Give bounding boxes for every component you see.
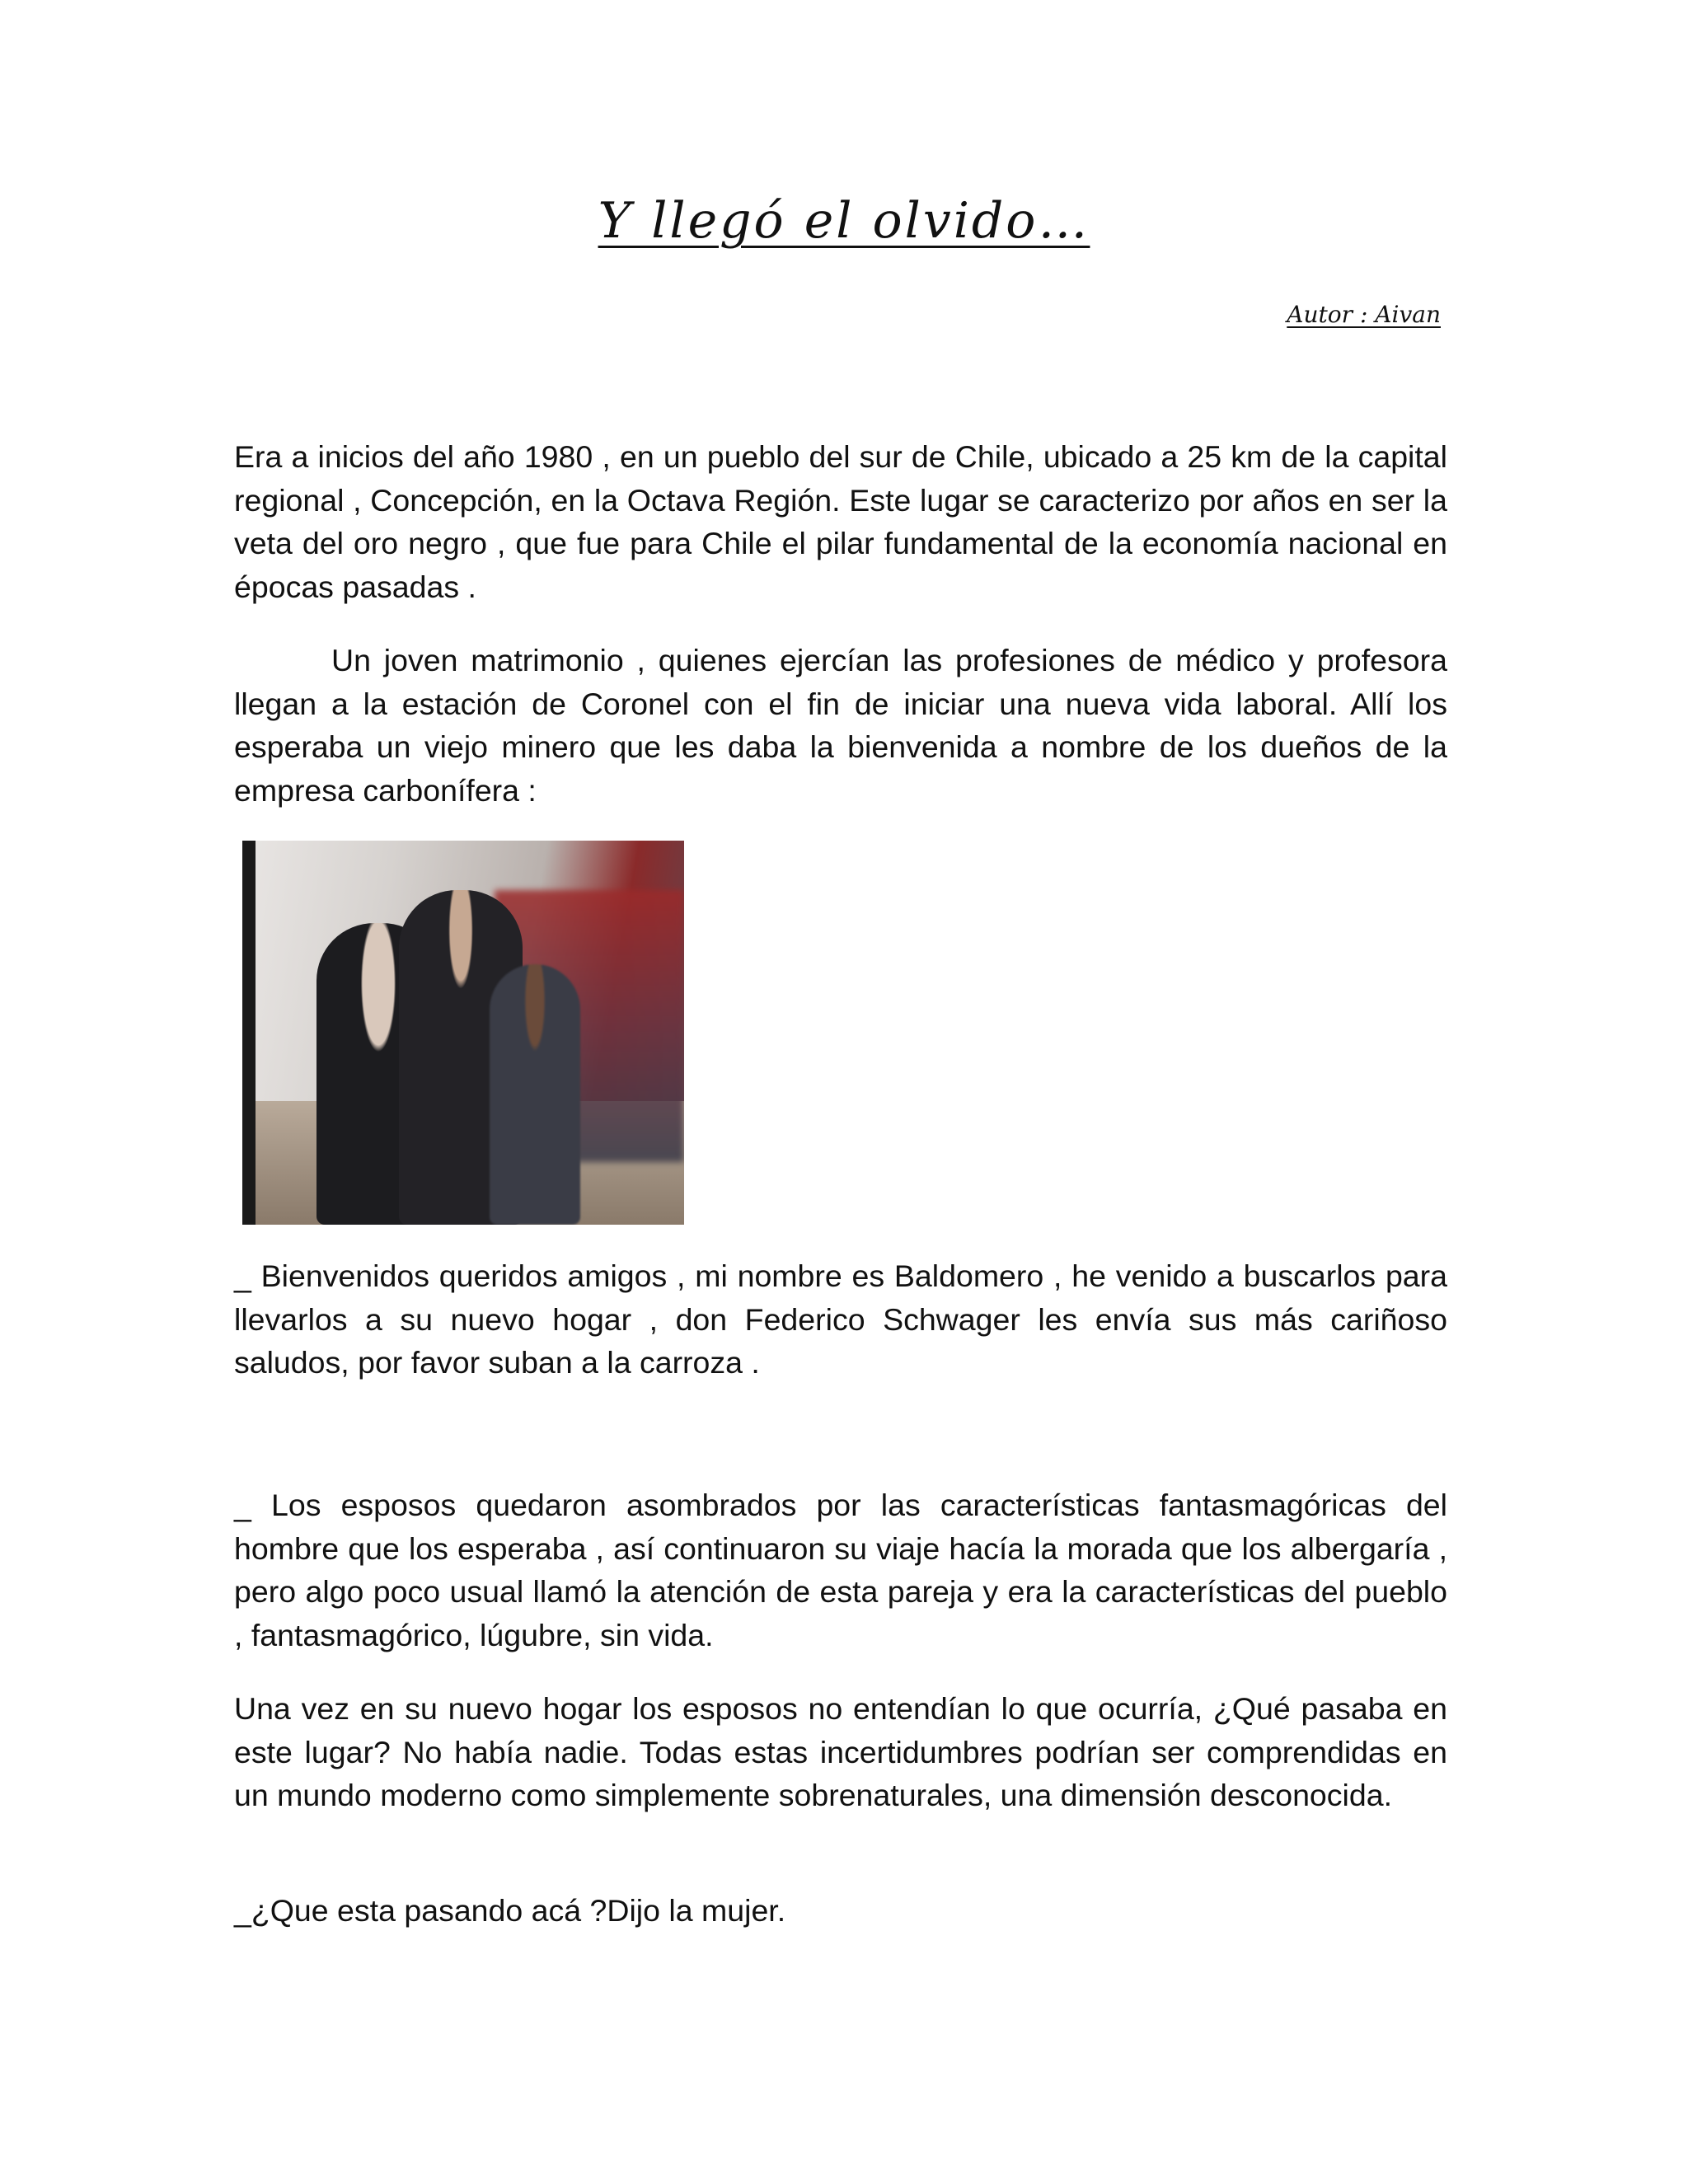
paragraph-3: _ Bienvenidos queridos amigos , mi nombre es Baldomero , he venido a buscarlos para llevarlos a su nuevo hogar , don Federico Schwager les envía sus más cariñoso saludos, por favor suban a la carroza . bbox=[234, 1258, 1447, 1380]
paragraph-4: _ Los esposos quedaron asombrados por las características fantasmagóricas del hombre que los esperaba , así continuaron su viaje hacía la morada que los albergaría , pero algo poco usual llamó la atención de esta pareja y era la características del pueblo , fantasmagórico, lúgubre, sin vida. bbox=[234, 1488, 1447, 1652]
paragraph-5: Una vez en su nuevo hogar los esposos no entendían lo que ocurría, ¿Qué pasaba en este lugar? No había nadie. Todas estas incertidumbres podrían ser comprendidas en un mundo moderno como simplemente sobrenaturales, una dimensión desconocida. bbox=[234, 1691, 1447, 1812]
photo-dark-edge bbox=[242, 841, 256, 1225]
author-line: Autor : Aivan bbox=[1287, 301, 1441, 328]
couple-station-photo bbox=[242, 841, 684, 1225]
paragraph-6: _¿Que esta pasando acá ?Dijo la mujer. bbox=[234, 1893, 786, 1928]
document-title-text: Y llegó el olvido… bbox=[598, 192, 1090, 250]
photo-passerby-figure bbox=[490, 964, 580, 1225]
paragraph-2: Un joven matrimonio , quienes ejercían las profesiones de médico y profesora llegan a la estación de Coronel con el fin de iniciar una nueva vida laboral. Allí los esperaba un viejo minero que les daba la bienvenida a nombre de los dueños de la empresa carbonífera : bbox=[234, 643, 1447, 808]
document-title bbox=[0, 188, 1688, 254]
paragraph-1: Era a inicios del año 1980 , en un pueblo del sur de Chile, ubicado a 25 km de la capital regional , Concepción, en la Octava Región. Este lugar se caracterizo por años en ser la veta del oro negro , que fue para Chile el pilar fundamental de la economía nacional en épocas pasadas . bbox=[234, 439, 1447, 604]
